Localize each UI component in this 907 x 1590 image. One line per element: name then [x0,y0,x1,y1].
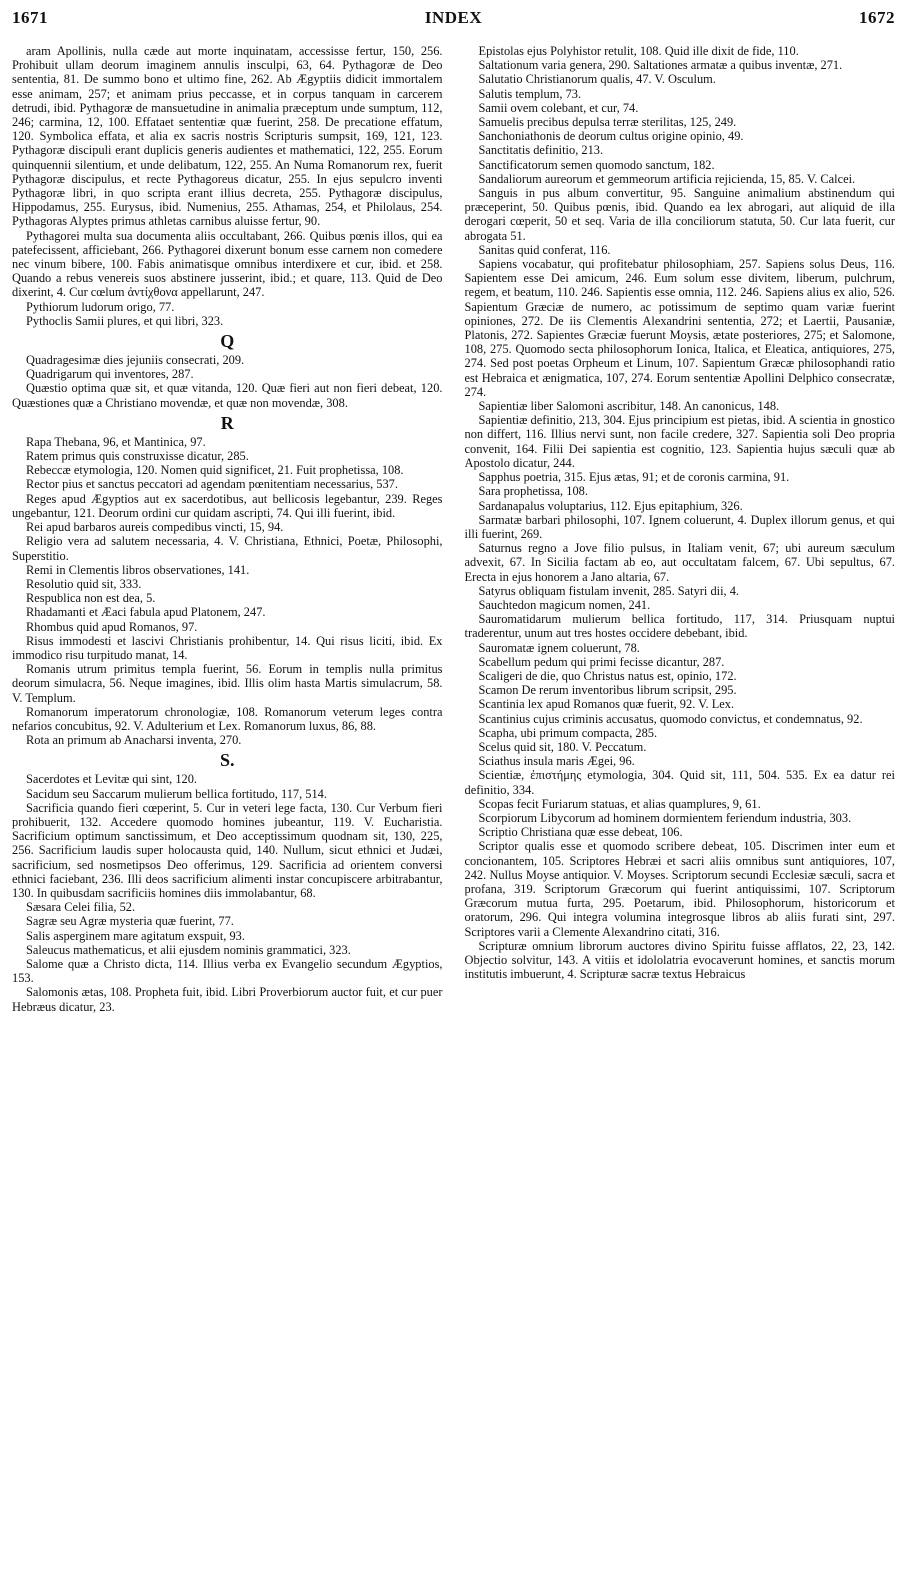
index-entry: Pythiorum ludorum origo, 77. [26,299,175,314]
index-entry: Sauchtedon magicum nomen, 241. [478,597,651,612]
index-entry: Sanitas quid conferat, 116. [478,242,611,257]
index-entry: Sacerdotes et Levitæ qui sint, 120. [26,772,198,787]
index-entry: Scriptio Christiana quæ esse debeat, 106. [478,825,683,840]
index-entry: Rota an primum ab Anacharsi inventa, 270. [26,733,242,748]
index-entry: Sanguis in pus album convertitur, 95. Sanguine animalium abstinendum qui præceperint, 50. Quibus pœnis, ibid. Quando ea lex abrogari, aut aliquid de illa derogari cœperit, 50 et seq. Varia de illa conciliorum statuta, 50. Cur lata fuerit, cur abrogata 51. [464,186,895,243]
index-entry: Sapientiæ definitio, 213, 304. Ejus principium est pietas, ibid. A scientia in gnostico non differt, 116. Illius nervi sunt, non facile credere, 327. Sapientia soli Deo propria convenit, 164. Filii Dei sapientia est cognitio, 123. Sapientia hujus sæculi quæ ab Apostolo dicatur, 244. [464,413,895,470]
index-entry: Sandaliorum aureorum et gemmeorum artificia rejicienda, 15, 85. V. Calcei. [478,171,856,186]
index-entry: Satyrus obliquam fistulam invenit, 285. Satyri dii, 4. [478,583,740,598]
index-entry: Pythagorei multa sua documenta aliis occultabant, 266. Quibus pœnis illos, qui ea patefecissent, afficiebant, 266. Pythagorei dixerunt bonum esse carnem non comedere nec vinum bibere, 100. Fabis animatisque omnibus interdixere et cur, ibid. et 258. Quando a rebus venereis suos abstinere jusserint, ibid.; et quare, 113. Quid de Deo dixerint, 4. Cur cœlum ἀντίχθονα appellarunt, 247. [12,228,443,300]
index-entry: Scaligeri de die, quo Christus natus est, opinio, 172. [478,668,737,683]
index-entry: Romanis utrum primitus templa fuerint, 56. Eorum in templis nulla primitus deorum simulacra, 56. Neque imagines, ibid. Illis olim hasta Martis simulacrum, 58. V. Templum. [12,662,443,705]
index-entry: Salutis templum, 73. [478,86,582,101]
index-entry: Quæstio optima quæ sit, et quæ vitanda, 120. Quæ fieri aut non fieri debeat, 120. Quæstiones quæ a Christiano movendæ, et quæ non movendæ, 308. [12,381,443,410]
index-entry: Rebeccæ etymologia, 120. Nomen quid significet, 21. Fuit prophetissa, 108. [26,463,404,478]
index-entry: aram Apollinis, nulla cæde aut morte inquinatam, accessisse fertur, 150, 256. Prohibuit ullam deorum imaginem annulis insculpi, 63, 64. Pythagoræ de Deo sententia, 81. De summo bono et ultimo fine, 262. Ab Ægyptiis didicit immortalem esse animam, 257; et animam prius peccasse, et in corpus tanquam in carcerem detrudi, ibid. Pythagoræ de mansuetudine in animalia præceptum unde sumptum, 112, 246; carmina, 12, 100. Effataet sententiæ quæ fuerint, 258. De precatione effatum, 120. Symbolica effata, et alia ex sacris nostris Scripturis sumpsit, 169, 121, 123. Pythagoræ discipuli erant duplicis generis audientes et mathematici, 122, 255. Eorum quinquennii silentium, et unde delibatum, 122, 255. An Numa Romanorum rex, fuerit Pythagoræ discipulus, et recte Pythagoreus dicatur, 255. In ejus sepulcro inventi Pythagoræ libri, in quo scripta erant illius decreta, 255. Pythagoræ discipulus, Hippodamus, 255. Eurysus, ibid. Numenius, 255. Athamas, 254, et Philolaus, 254. Pythagoras Alyptes primus athletas carnibus aluisse fertur, 90. [12,44,443,229]
index-entry: Risus immodesti et lascivi Christianis prohibentur, 14. Qui risus liciti, ibid. Ex immodico risu turpitudo manat, 14. [12,633,443,662]
index-entry: Scantinius cujus criminis accusatus, quomodo convictus, et condemnatus, 92. [478,711,863,726]
index-entry: Samuelis precibus depulsa terræ sterilitas, 125, 249. [478,115,737,130]
index-entry: Sauromatæ ignem coluerunt, 78. [478,640,640,655]
index-entry: Salome quæ a Christo dicta, 114. Illius verba ex Evangelio secundum Ægyptios, 153. [12,956,443,986]
index-entry: Salomonis ætas, 108. Propheta fuit, ibid. Libri Proverbiorum auctor fuit, et cur puer Hebræus dicatur, 23. [12,985,443,1014]
index-entry: Sarmatæ barbari philosophi, 107. Ignem coluerunt, 4. Duplex illorum genus, et qui illi fuerint, 269. [464,512,895,541]
index-entry: Sagræ seu Agræ mysteria quæ fuerint, 77. [26,914,234,929]
left-column [12,44,443,1582]
right-column [465,44,896,1582]
index-entry: Rapa Thebana, 96, et Mantinica, 97. [26,434,206,449]
index-entry: Sanctitatis definitio, 213. [478,143,604,158]
index-entry: Sacidum seu Saccarum mulierum bellica fortitudo, 117, 514. [26,786,327,801]
index-entry: Scabellum pedum qui primi fecisse dicantur, 287. [478,654,725,669]
index-entry: Reges apud Ægyptios aut ex sacerdotibus, aut bellicosis legebantur, 239. Reges ungebantur, 121. Deorum ordini cur quidam ascripti, 74. Qui illi fuerint, ibid. [12,491,443,520]
index-entry: Sanctificatorum semen quomodo sanctum, 182. [478,157,715,172]
index-entry: Scantinia lex apud Romanos quæ fuerit, 92. V. Lex. [478,697,735,712]
section-letter: R [220,412,234,433]
index-entry: Scamon De rerum inventoribus librum scripsit, 295. [478,683,737,698]
index-entry: Saleucus mathematicus, et alii ejusdem nominis grammatici, 323. [26,942,351,957]
index-entry: Remi in Clementis libros observationes, 141. [26,562,250,577]
index-entry: Scientiæ, ἐπιστήμης etymologia, 304. Quid sit, 111, 504. 535. Ex ea datur rei definitio, 334. [464,768,895,797]
running-title: INDEX [424,8,483,27]
index-entry: Rhombus quid apud Romanos, 97. [26,619,198,634]
index-entry: Sciathus insula maris Ægei, 96. [478,754,635,769]
index-entry: Romanorum imperatorum chronologiæ, 108. Romanorum veterum leges contra nefarios concubitus, 92. V. Adulterium et Lex. Romanorum luxus, 86, 88. [12,704,443,733]
index-entry: Scorpiorum Libycorum ad hominem dormientem feriendum industria, 303. [478,810,852,825]
index-entry: Sauromatidarum mulierum bellica fortitudo, 117, 314. Priusquam nuptui traderentur, unum aut tres hostes occidere debebant, ibid. [464,612,895,641]
index-entry: Rector pius et sanctus peccatori ad agendam pœnitentiam necessarius, 537. [26,477,398,492]
index-columns [12,44,895,1582]
index-entry: Quadragesimæ dies jejuniis consecrati, 209. [26,353,245,368]
index-entry: Scripturæ omnium librorum auctores divino Spiritu fuisse afflatos, 22, 23, 142. Objectio solvitur, 143. A vitiis et idololatria evocaverunt homines, et sanctis morum institutis imbuerunt, 4. Scripturæ sacræ textus Hebraicus [464,938,895,982]
index-entry: Sapientiæ liber Salomoni ascribitur, 148. An canonicus, 148. [478,399,780,414]
index-entry: Scopas fecit Furiarum statuas, et alias quamplures, 9, 61. [478,796,761,811]
index-entry: Resolutio quid sit, 333. [26,576,142,591]
section-letter: S. [219,750,235,771]
index-entry: Respublica non est dea, 5. [26,591,156,606]
index-entry: Rhadamanti et Æaci fabula apud Platonem, 247. [26,605,266,620]
index-entry: Saltationum varia genera, 290. Saltationes armatæ a quibus inventæ, 271. [478,58,843,73]
index-entry: Salutatio Christianorum qualis, 47. V. Osculum. [478,72,716,87]
index-entry: Religio vera ad salutem necessaria, 4. V. Christiana, Ethnici, Poetæ, Philosophi, Superstitio. [12,534,443,563]
index-entry: Quadrigarum qui inventores, 287. [26,367,194,382]
index-entry: Sapiens vocabatur, qui profitebatur philosophiam, 257. Sapiens solus Deus, 116. Sapientem esse Dei amicum, 246. Eum solum esse divitem, liberum, pulchrum, regem, et beatum, 110. 246. Sapientis esse omnia, 112. 246. Sapiens alius ex alio, 526. Sapientum Græciæ de numero, ac potissimum de septimo quam variæ fuerint opiniones, 272. De iis Clementis Alexandrini sententia, 272; et Laertii, Pausaniæ, Platonis, 272. Sapientes Græciæ fuerunt Moysis, ætate posteriores, 275; et Salomone, 108, 275. Quomodo secta philosophorum Ionica, Italica, et Eleatica, antiquiores, 275, 274. Sed post poetas Orpheum et Linum, 107. Sapientum Græcæ philosophandi ratio est Hebraica et ænigmatica, 107, 274. Eorum sententiæ Apollini Delphico consecratæ, 274. [464,257,895,399]
index-entry: Ratem primus quis construxisse dicatur, 285. [26,449,249,464]
index-entry: Sacrificia quando fieri cœperint, 5. Cur in veteri lege facta, 130. Cur Verbum fieri prohibuerit, 132. Accedere quomodo homines jubeantur, 119. V. Eucharistia. Sacrificium optimum sanctissimum, et Deo acceptissimum quodnam sit, 130, 225, 256. Sacrificium laudis super holocausta quid, 140. Nullum, sicut ethnici et Judæi, sacrificium, sed nosmetipsos Deo offerimus, 129. Sacrificia ad orientem conversi ethnici faciebant, 236. Illi deos sacrificium alimenti instar concupiscere arbitrabantur, 130. In quibusdam sacrificiis homines diis immolabantur, 68. [12,800,443,900]
index-entry: Scapha, ubi primum compacta, 285. [478,725,658,740]
index-entry: Saturnus regno a Jove filio pulsus, in Italiam venit, 67; ubi aureum sæculum advexit, 67. In Sicilia factam ab eo, aut occultatam falcem, 67. Ubi sepultus, 67. Erecta in ejus honorem a Jano altaria, 67. [464,541,895,584]
index-entry: Epistolas ejus Polyhistor retulit, 108. Quid ille dixit de fide, 110. [478,44,799,58]
index-entry: Samii ovem colebant, et cur, 74. [478,100,639,115]
index-entry: Scriptor qualis esse et quomodo scribere debeat, 105. Discrimen inter eum et concionantem, 105. Scriptores Hebræi et sacri aliis omnibus sunt antiquiores, 107, 242. Nullus Moyse antiquior. V. Moyses. Scriptorum secundi Ecclesiæ sæculi, sacra et profana, 319. Scriptorum Græcorum qui fuerint antiquissimi, 107. Scriptorum Græcorum mutua furta, 295. Poetarum, ibid. Philosophorum, historicorum et oratorum, 296. Qui integra volumina integrosque libros ab aliis furati sint, 297. Scriptores varii a Clemente Alexandrino citati, 316. [464,839,895,939]
index-entry: Pythoclis Samii plures, et qui libri, 323. [26,313,224,328]
index-entry: Salis asperginem mare agitatum exspuit, 93. [26,928,245,943]
section-letter: Q [220,331,235,352]
index-entry: Scelus quid sit, 180. V. Peccatum. [478,739,647,754]
index-entry: Sara prophetissa, 108. [478,484,588,499]
page-number-right: 1672 [858,8,895,27]
index-entry: Sanchoniathonis de deorum cultus origine opinio, 49. [478,129,744,144]
page-number-left: 1671 [12,8,48,27]
index-entry: Sardanapalus voluptarius, 112. Ejus epitaphium, 326. [478,498,743,513]
index-entry: Sapphus poetria, 315. Ejus ætas, 91; et de coronis carmina, 91. [478,470,790,485]
page-header [12,8,895,36]
index-entry: Sæsara Celei filia, 52. [26,900,136,915]
index-entry: Rei apud barbaros aureis compedibus vincti, 15, 94. [26,520,284,535]
